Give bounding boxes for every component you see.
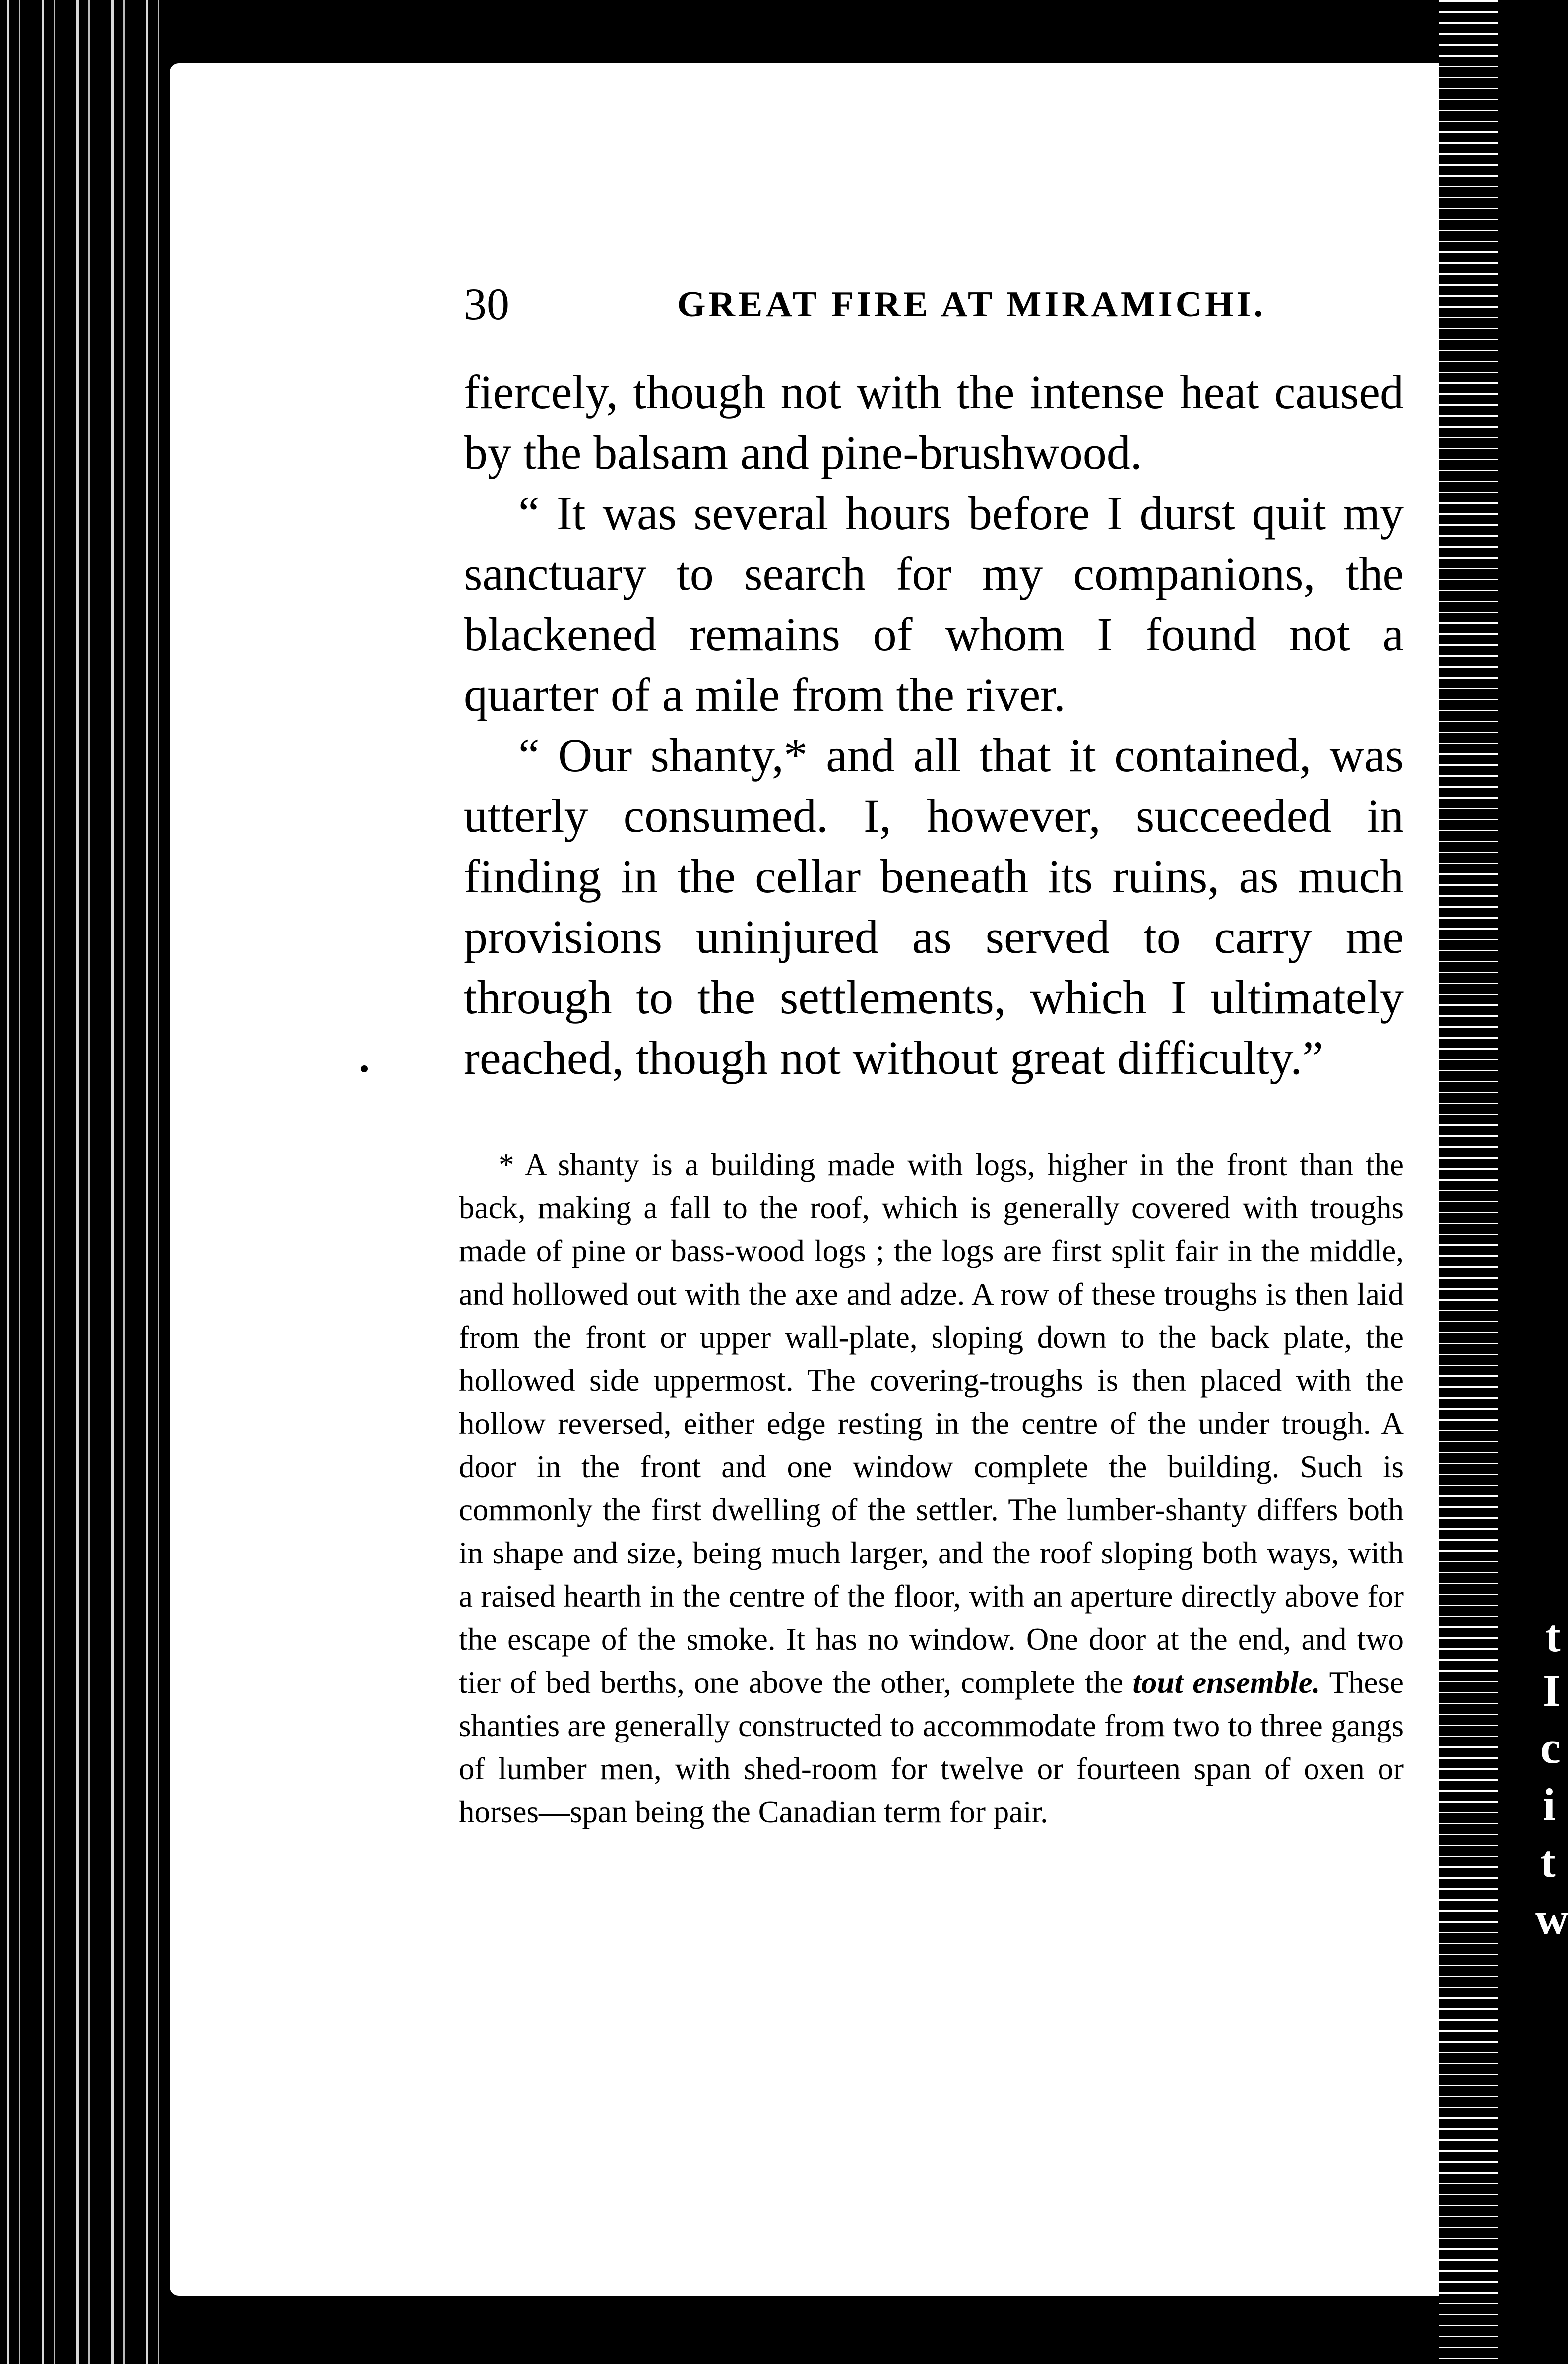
paragraph: fiercely, though not with the intense heat caused by the balsam and pine-brushwood.: [464, 366, 1404, 479]
left-binding-gutter: [0, 0, 179, 2364]
edge-letter: I: [1543, 1665, 1561, 1716]
edge-letter: t: [1540, 1836, 1556, 1887]
page-number: 30: [464, 279, 509, 329]
edge-letter: t: [1545, 1611, 1561, 1661]
paragraph: “ It was several hours before I durst quit my sanctuary to search for my companions, the blackened remains of whom I found not a quarter of a mile from the river.: [464, 487, 1404, 721]
body-text: [464, 362, 1404, 1088]
footnote-italic: tout ensemble.: [1132, 1665, 1320, 1700]
footnote-text-end: These shanties are generally constructed to accommodate from two to three gangs of lumber men, with shed-room for twelve or fourteen span of oxen or horses—span being the Canadian term for pair.: [459, 1665, 1404, 1829]
footnote: [459, 1143, 1404, 1834]
paragraph: “ Our shanty,* and all that it contained, was utterly consumed. I, however, succeeded in finding in the cellar beneath its ruins, as much provisions uninjured as served to carry me through to the settlements, which I ultimately reached, though not without great difficulty.”: [464, 729, 1404, 1084]
edge-letter: w: [1535, 1893, 1568, 1944]
running-header: [464, 278, 1416, 337]
running-title: GREAT FIRE AT MIRAMICHI.: [677, 284, 1266, 325]
margin-mark: [361, 1065, 368, 1072]
footnote-text: * A shanty is a building made with logs, higher in the front than the back, making a fall to the roof, which is generally covered with troughs made of pine or bass-wood logs ; the logs are first split fair in the middle, and hollowed out with the axe and adze. A row of these troughs is then laid from the front or upper wall-plate, sloping down to the back plate, the hollowed side uppermost. The covering-troughs is then placed with the hollow reversed, either edge resting in the centre of the under trough. A door in the front and one window complete the building. Such is commonly the first dwelling of the settler. The lumber-shanty differs both in shape and size, being much larger, and the roof sloping both ways, with a raised hearth in the centre of the floor, with an aperture directly above for the escape of the smoke. It has no window. One door at the end, and two tier of bed berths, one above the other, complete the: [459, 1147, 1404, 1700]
edge-letter: i: [1543, 1779, 1556, 1830]
right-page-edge: [1439, 0, 1498, 2364]
edge-letter: c: [1540, 1722, 1561, 1773]
